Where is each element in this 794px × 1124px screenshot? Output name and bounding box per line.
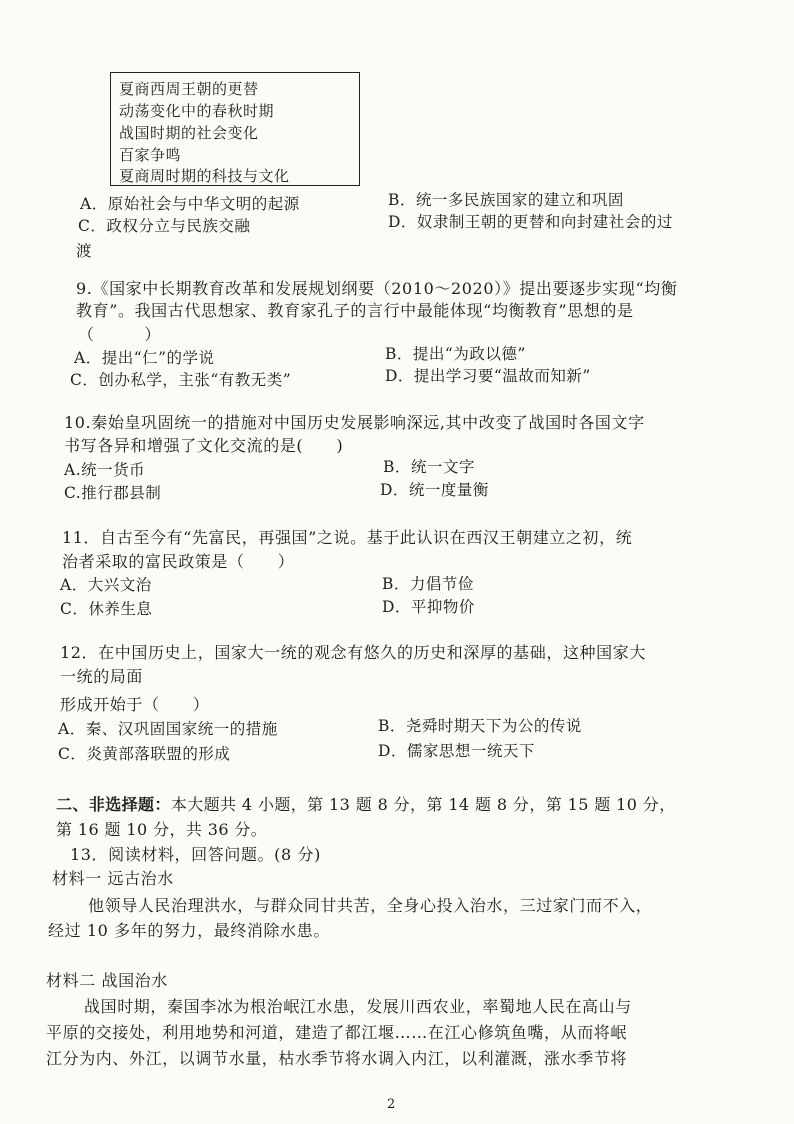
q11-option-d: D．平抑物价 xyxy=(382,598,475,616)
material-2-title: 材料二 战国治水 xyxy=(46,971,168,990)
section-2-desc: 本大题共 4 小题，第 13 题 8 分，第 14 题 8 分，第 15 题 10 分， xyxy=(170,795,676,814)
section-2-title: 二、非选择题： xyxy=(56,795,171,814)
section-2-desc-line: 第 16 题 10 分，共 36 分。 xyxy=(56,820,268,839)
q10-option-b: B．统一文字 xyxy=(383,458,475,476)
section-2-heading xyxy=(56,792,676,815)
q12-stem-line: 一统的局面 xyxy=(60,667,144,686)
material-2-text: 平原的交接处，利用地势和河道，建造了都江堰……在江心修筑鱼嘴，从而将岷 xyxy=(46,1023,628,1042)
q12-option-a: A．秦、汉巩固国家统一的措施 xyxy=(58,720,278,738)
topic-line: 战国时期的社会变化 xyxy=(119,124,259,142)
q9-option-a: A．提出“仁”的学说 xyxy=(74,349,215,367)
topic-line: 动荡变化中的春秋时期 xyxy=(119,102,275,120)
q8-option-d-wrap: 渡 xyxy=(76,242,93,260)
q8-option-a: A．原始社会与中华文明的起源 xyxy=(80,195,300,213)
q11-stem-line: 11．自古至今有“先富民，再强国”之说。基于此认识在西汉王朝建立之初，统 xyxy=(62,528,633,547)
q10-option-a: A.统一货币 xyxy=(64,461,146,479)
q8-option-b: B．统一多民族国家的建立和巩固 xyxy=(388,191,624,209)
q9-option-c: C．创办私学，主张“有教无类” xyxy=(70,371,292,389)
topic-list-box xyxy=(110,72,360,186)
q9-stem-line: 教育”。我国古代思想家、教育家孔子的言行中最能体现“均衡教育”思想的是 xyxy=(76,301,634,320)
q10-stem-line: 书写各异和增强了文化交流的是( ) xyxy=(64,436,344,455)
material-1-text: 他领导人民治理洪水，与群众同甘共苦，全身心投入治水，三过家门而不入， xyxy=(88,896,653,915)
q9-stem-line: （ ） xyxy=(78,325,162,344)
topic-line: 夏商周时期的科技与文化 xyxy=(119,167,290,185)
q8-option-c: C．政权分立与民族交融 xyxy=(78,217,251,235)
q12-stem-line: 形成开始于（ ） xyxy=(60,695,210,714)
material-2-text: 江分为内、外江，以调节水量，枯水季节将水调入内江，以利灌溉，涨水季节将 xyxy=(46,1049,628,1068)
q10-stem-line: 10.秦始皇巩固统一的措施对中国历史发展影响深远,其中改变了战国时各国文字 xyxy=(64,413,645,432)
q11-option-a: A．大兴文治 xyxy=(60,576,152,594)
q10-option-c: C.推行郡县制 xyxy=(64,484,162,502)
topic-line: 百家争鸣 xyxy=(119,146,182,164)
q11-stem-line: 治者采取的富民政策是（ ） xyxy=(62,552,295,571)
q12-option-d: D．儒家思想一统天下 xyxy=(378,742,535,760)
q9-option-b: B．提出“为政以德” xyxy=(385,345,526,363)
q11-option-c: C．休养生息 xyxy=(60,600,153,618)
q9-stem-line: 9.《国家中长期教育改革和发展规划纲要（2010～2020）》提出要逐步实现“均衡 xyxy=(76,279,678,298)
q8-option-d: D．奴隶制王朝的更替和向封建社会的过 xyxy=(388,213,673,231)
q9-option-d: D．提出学习要“温故而知新” xyxy=(385,367,591,385)
q12-option-b: B．尧舜时期天下为公的传说 xyxy=(378,717,582,735)
material-2-text: 战国时期，秦国李冰为根治岷江水患，发展川西农业，率蜀地人民在高山与 xyxy=(84,997,632,1016)
q11-option-b: B．力倡节俭 xyxy=(382,575,474,593)
q12-stem-line: 12．在中国历史上，国家大一统的观念有悠久的历史和深厚的基础，这种国家大 xyxy=(60,643,646,662)
q13-stem: 13．阅读材料，回答问题。(8 分) xyxy=(70,845,321,864)
page-number: 2 xyxy=(387,1097,396,1112)
topic-line: 夏商西周王朝的更替 xyxy=(119,80,259,98)
q12-option-c: C．炎黄部落联盟的形成 xyxy=(58,745,231,763)
material-1-title: 材料一 远古治水 xyxy=(52,869,174,888)
q10-option-d: D．统一度量衡 xyxy=(380,481,489,499)
material-1-text: 经过 10 多年的努力，最终消除水患。 xyxy=(48,921,330,940)
